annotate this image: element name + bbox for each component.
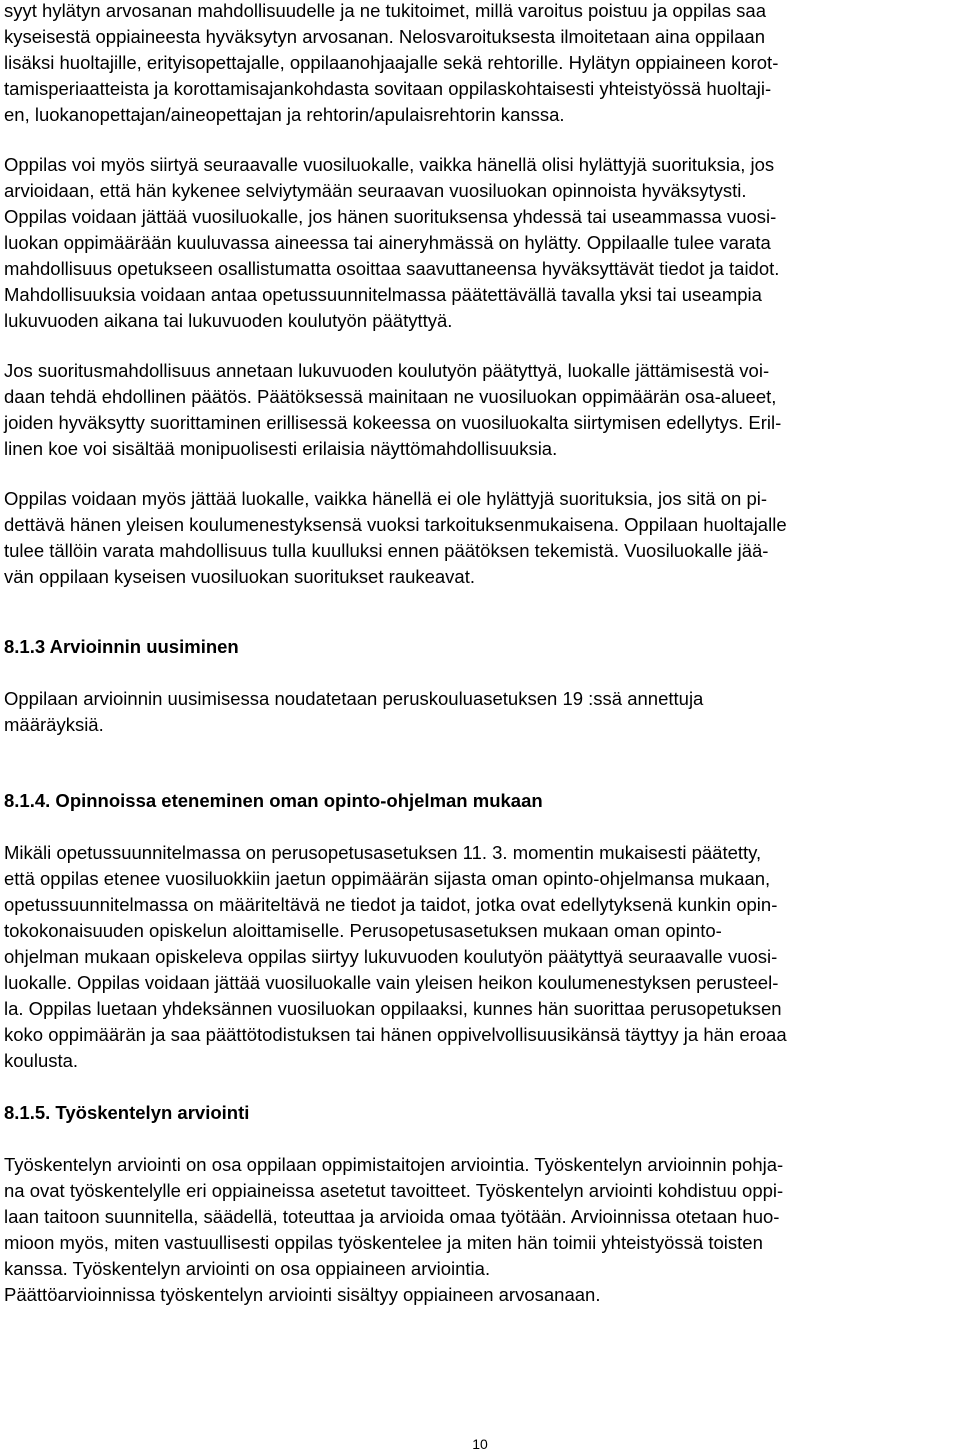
text-line: kanssa. Työskentelyn arviointi on osa oppiaineen arviointia. <box>4 1258 491 1279</box>
text-line: laan taitoon suunnitella, säädellä, toteuttaa ja arvioida omaa työtään. Arvioinnissa otetaan huo- <box>4 1206 780 1227</box>
paragraph-grade-advancement <box>4 152 956 334</box>
text-line: na ovat työskentelylle eri oppiaineissa asetetut tavoitteet. Työskentelyn arviointi kohdistuu oppi- <box>4 1180 784 1201</box>
text-line: luokalle. Oppilas voidaan jättää vuosiluokalle vain yleisen heikon koulumenestyksen perusteel- <box>4 972 779 993</box>
section-heading-8-1-5: 8.1.5. Työskentelyn arviointi <box>4 1102 250 1123</box>
text-line: Päättöarvioinnissa työskentelyn arviointi sisältyy oppiaineen arvosanaan. <box>4 1284 601 1305</box>
text-line: opetussuunnitelmassa on määriteltävä ne tiedot ja taidot, jotka ovat edellytyksenä kunkin opin- <box>4 894 778 915</box>
paragraph-retention <box>4 486 956 590</box>
text-line: mioon myös, miten vastuullisesti oppilas työskentelee ja miten hän toimii yhteistyössä toisten <box>4 1232 763 1253</box>
section-heading-8-1-3: 8.1.3 Arvioinnin uusiminen <box>4 636 239 657</box>
text-line: Jos suoritusmahdollisuus annetaan lukuvuoden koulutyön päätyttyä, luokalle jättämisestä voi- <box>4 360 770 381</box>
section-heading-8-1-4: 8.1.4. Opinnoissa eteneminen oman opinto-ohjelman mukaan <box>4 790 543 811</box>
text-line: dettävä hänen yleisen koulumenestyksensä vuoksi tarkoituksenmukaisena. Oppilaan huoltajalle <box>4 514 787 535</box>
text-line: Oppilas voidaan myös jättää luokalle, vaikka hänellä ei ole hylättyjä suorituksia, jos sitä on pi- <box>4 488 768 509</box>
text-line: koulusta. <box>4 1050 79 1071</box>
text-line: Oppilas voidaan jättää vuosiluokalle, jos hänen suorituksensa yhdessä tai useammassa vuosi- <box>4 206 777 227</box>
paragraph-conditional-decision <box>4 358 956 462</box>
text-line: tulee tällöin varata mahdollisuus tulla kuulluksi ennen päätöksen tekemistä. Vuosiluokalle jää- <box>4 540 769 561</box>
text-line: linen koe voi sisältää monipuolisesti erilaisia näyttömahdollisuuksia. <box>4 438 558 459</box>
text-line: lisäksi huoltajille, erityisopettajalle, oppilaanohjaajalle sekä rehtorille. Hylätyn oppiaineen korot- <box>4 52 779 73</box>
text-line: Mahdollisuuksia voidaan antaa opetussuunnitelmassa päätettävällä tavalla yksi tai useampia <box>4 284 762 305</box>
paragraph-own-study-program <box>4 840 956 1074</box>
text-line: koko oppimäärän ja saa päättötodistuksen tai hänen oppivelvollisuusikänsä täyttyy ja hän eroaa <box>4 1024 787 1045</box>
text-line: tamisperiaatteista ja korottamisajankohdasta sovitaan oppilaskohtaisesti yhteistyössä huoltaji- <box>4 78 772 99</box>
text-line: mahdollisuus opetukseen osallistumatta osoittaa saavuttaneensa hyväksyttävät tiedot ja taidot. <box>4 258 780 279</box>
text-line: ohjelman mukaan opiskeleva oppilas siirtyy lukuvuoden koulutyön päätyttyä seuraavalle vuosi- <box>4 946 778 967</box>
text-line: en, luokanopettajan/aineopettajan ja rehtorin/apulaisrehtorin kanssa. <box>4 104 565 125</box>
text-line: että oppilas etenee vuosiluokkiin jaetun oppimäärän sijasta oman opinto-ohjelmansa mukaan, <box>4 868 771 889</box>
text-line: Mikäli opetussuunnitelmassa on perusopetusasetuksen 11. 3. momentin mukaisesti päätetty, <box>4 842 762 863</box>
text-line: luokan oppimäärään kuuluvassa aineessa tai aineryhmässä on hylätty. Oppilaalle tulee varata <box>4 232 771 253</box>
text-line: la. Oppilas luetaan yhdeksännen vuosiluokan oppilaaksi, kunnes hän suorittaa perusopetuksen <box>4 998 782 1019</box>
text-line: Työskentelyn arviointi on osa oppilaan oppimistaitojen arviointia. Työskentelyn arvioinnin pohja- <box>4 1154 784 1175</box>
text-line: lukuvuoden aikana tai lukuvuoden koulutyön päätyttyä. <box>4 310 453 331</box>
text-line: tokokonaisuuden opiskelun aloittamiselle. Perusopetusasetuksen mukaan oman opinto- <box>4 920 722 941</box>
text-line: joiden hyväksytty suorittaminen erillisessä kokeessa on vuosiluokalta siirtymisen edellytys. Eril- <box>4 412 782 433</box>
paragraph-assessment-renewal <box>4 686 956 738</box>
text-line: määräyksiä. <box>4 714 104 735</box>
text-line: Oppilaan arvioinnin uusimisessa noudatetaan peruskouluasetuksen 19 :ssä annettuja <box>4 688 704 709</box>
page-number: 10 <box>472 1436 488 1452</box>
paragraph-work-assessment <box>4 1152 956 1308</box>
text-line: vän oppilaan kyseisen vuosiluokan suoritukset raukeavat. <box>4 566 476 587</box>
text-line: kyseisestä oppiaineesta hyväksytyn arvosanan. Nelosvaroituksesta ilmoitetaan aina oppilaan <box>4 26 765 47</box>
text-line: Oppilas voi myös siirtyä seuraavalle vuosiluokalle, vaikka hänellä olisi hylättyjä suorituksia, jos <box>4 154 775 175</box>
paragraph-grade-warning <box>4 0 956 128</box>
text-line: syyt hylätyn arvosanan mahdollisuudelle ja ne tukitoimet, millä varoitus poistuu ja oppilas saa <box>4 0 766 21</box>
document-body <box>4 0 956 1308</box>
text-line: arvioidaan, että hän kykenee selviytymään seuraavan vuosiluokan opinnoista hyväksytysti. <box>4 180 747 201</box>
text-line: daan tehdä ehdollinen päätös. Päätöksessä mainitaan ne vuosiluokan oppimäärän osa-alueet, <box>4 386 777 407</box>
